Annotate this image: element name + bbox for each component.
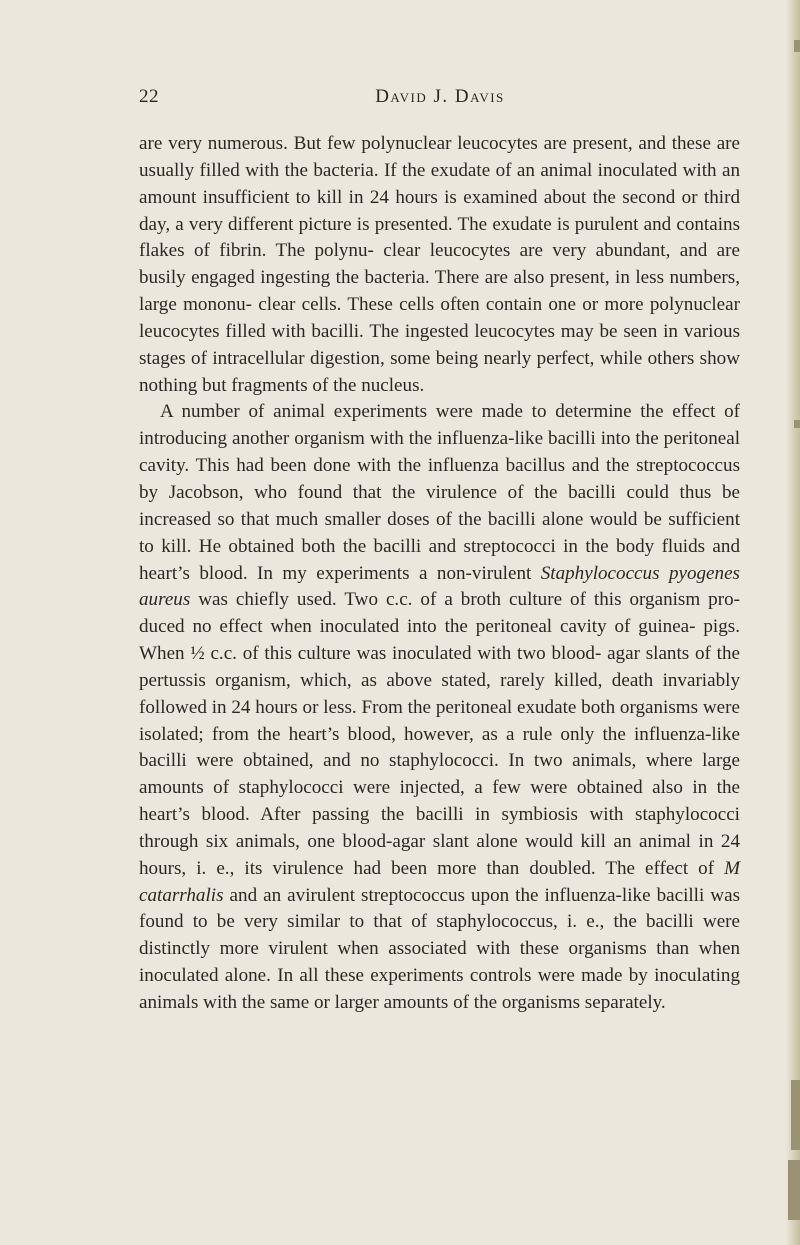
species-name-staphylococcus: Staphylococcus pyogenes aureus	[139, 562, 740, 611]
page-number: 22	[139, 86, 159, 107]
page-header	[139, 86, 741, 114]
species-name-catarrhalis: M catarrhalis	[139, 857, 740, 906]
body-text	[139, 131, 740, 1017]
paragraph-1-text: are very numerous. But few polynuclear leucocytes are present, and these are usually filled with the bacteria. If the exudate of an animal inoculated with an amount insufficient to kill in 24 hours is examined about the second or third day, a very different picture is presented. The exudate is purulent and contains flakes of fibrin. The polynu- clear leucocytes are very abundant, and are busily engaged ingesting the bacteria. There are also present, in less numbers, large mononu- clear cells. These cells often contain one or more polynuclear leucocytes filled with bacilli. The ingested leucocytes may be seen in various stages of intracellular digestion, some being nearly perfect, while others show nothing but fragments of the nucleus.	[139, 133, 740, 396]
paragraph-1	[139, 131, 740, 399]
page-edge-mark	[794, 40, 800, 52]
paragraph-2-text-part-1: A number of animal experiments were made to determine the effect of introducing another organism with the influenza-like bacilli into the peritoneal cavity. This had been done with the influenza bacillus and the streptococcus by Jacobson, who found that the virulence of the bacilli could thus be increased so that much smaller doses of the bacilli alone would be sufficient to kill. He obtained both the bacilli and streptococci in the body fluids and heart’s blood. In my experiments a non-virulent	[139, 401, 740, 584]
paragraph-2	[139, 399, 740, 1016]
page-edge-mark	[791, 1080, 800, 1150]
running-head: David J. Davis	[375, 86, 505, 107]
paragraph-2-text-part-2: was chiefly used. Two c.c. of a broth culture of this organism pro- duced no effect when inoculated into the peritoneal cavity of guinea- pigs. When ½ c.c. of this culture was inoculated with two blood- agar slants of the pertussis organism, which, as above stated, rarely killed, death invariably followed in 24 hours or less. From the peritoneal exudate both organisms were isolated; from the heart’s blood, however, as a rule only the influenza-like bacilli were obtained, and no staphylococci. In two animals, where large amounts of staphylococci were injected, a few were obtained also in the heart’s blood. After passing the bacilli in symbiosis with staphylococci through six animals, one blood-agar slant alone would kill an animal in 24 hours, i. e., its virulence had been more than doubled. The effect of	[139, 589, 740, 879]
page-edge	[786, 0, 800, 1245]
paragraph-2-text-part-3: and an avirulent streptococcus upon the influenza-like bacilli was found to be very similar to that of staphylococcus, i. e., the bacilli were distinctly more virulent when associated with these organisms than when inoculated alone. In all these experiments controls were made by inoculating animals with the same or larger amounts of the organisms separately.	[139, 884, 740, 1013]
page-edge-mark	[794, 420, 800, 428]
page-edge-mark	[788, 1160, 800, 1220]
